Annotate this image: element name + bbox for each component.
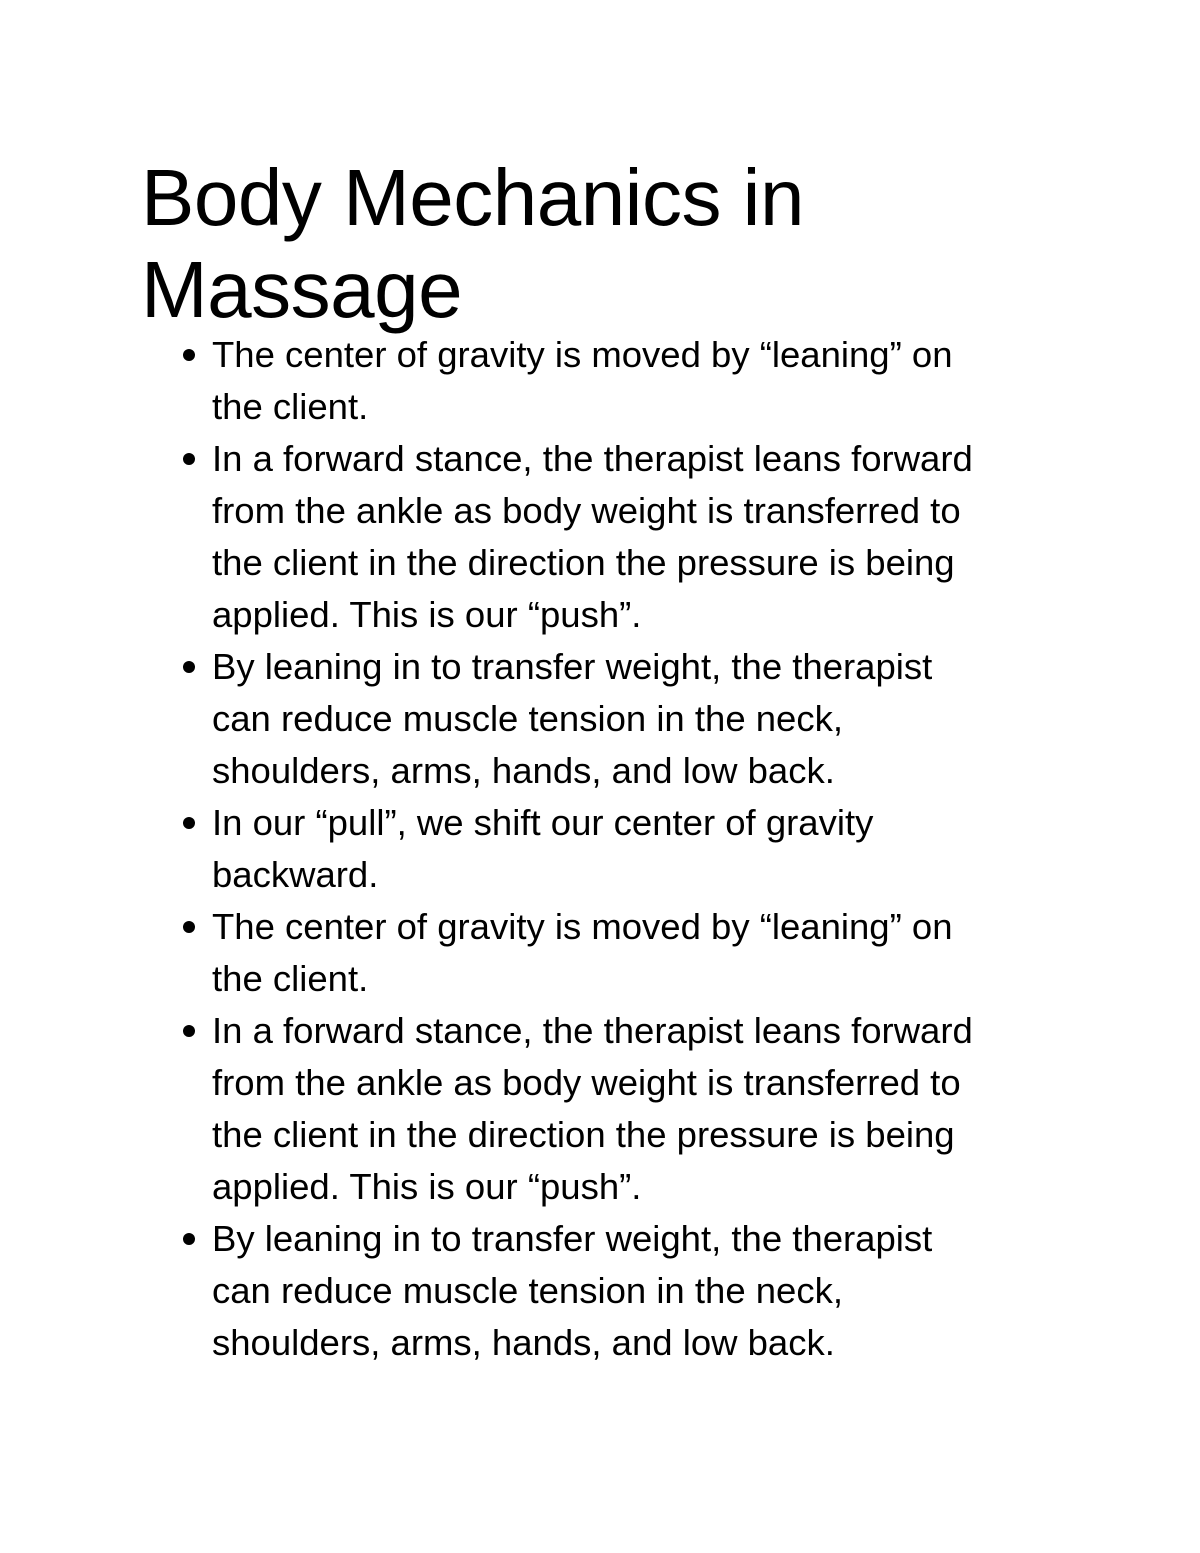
bullet-line: In our “pull”, we shift our center of gravity [212, 802, 874, 843]
bullet-line: applied. This is our “push”. [212, 594, 642, 635]
bullet-dot-icon [183, 453, 195, 465]
page-title [141, 152, 1041, 336]
bullet-dot-icon [183, 661, 195, 673]
bullet-line: applied. This is our “push”. [212, 1166, 642, 1207]
bullet-line: the client. [212, 386, 369, 427]
bullet-dot-icon [183, 921, 195, 933]
bullet-line: backward. [212, 854, 379, 895]
bullet-line: the client in the direction the pressure is being [212, 1114, 955, 1155]
bullet-dot-icon [183, 1233, 195, 1245]
bullet-line: can reduce muscle tension in the neck, [212, 1270, 843, 1311]
list-item [212, 901, 1062, 1005]
list-item [212, 1005, 1062, 1213]
title-line-2: Massage [141, 245, 463, 334]
bullet-line: The center of gravity is moved by “leaning” on [212, 334, 953, 375]
bullet-dot-icon [183, 1025, 195, 1037]
title-line-1: Body Mechanics in [141, 153, 804, 242]
bullet-line: the client in the direction the pressure is being [212, 542, 955, 583]
list-item [212, 329, 1062, 433]
bullet-line: can reduce muscle tension in the neck, [212, 698, 843, 739]
bullet-line: shoulders, arms, hands, and low back. [212, 750, 835, 791]
bullet-line: In a forward stance, the therapist leans forward [212, 438, 973, 479]
bullet-list [212, 329, 1062, 1369]
bullet-line: the client. [212, 958, 369, 999]
bullet-line: from the ankle as body weight is transferred to [212, 1062, 961, 1103]
bullet-line: The center of gravity is moved by “leaning” on [212, 906, 953, 947]
list-item [212, 797, 1062, 901]
list-item [212, 1213, 1062, 1369]
bullet-dot-icon [183, 817, 195, 829]
bullet-line: shoulders, arms, hands, and low back. [212, 1322, 835, 1363]
bullet-line: In a forward stance, the therapist leans forward [212, 1010, 973, 1051]
bullet-line: By leaning in to transfer weight, the therapist [212, 646, 933, 687]
bullet-line: By leaning in to transfer weight, the therapist [212, 1218, 933, 1259]
list-item [212, 433, 1062, 641]
list-item [212, 641, 1062, 797]
bullet-dot-icon [183, 349, 195, 361]
bullet-line: from the ankle as body weight is transferred to [212, 490, 961, 531]
